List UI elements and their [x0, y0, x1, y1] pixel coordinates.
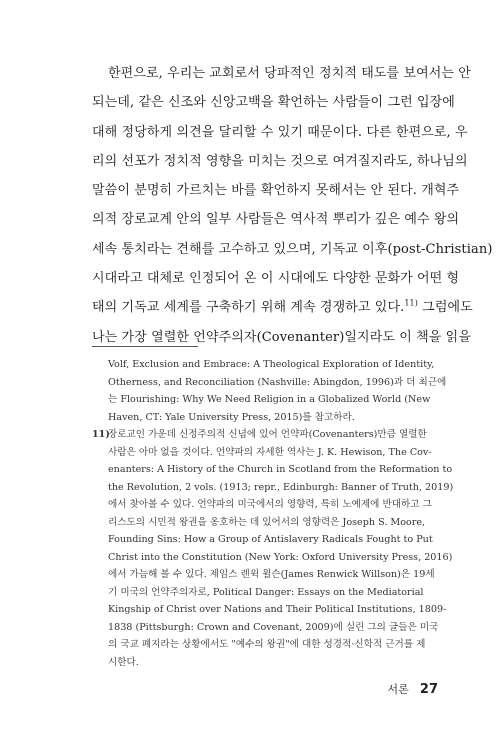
- body-line: 되는데, 같은 신조와 신앙고백을 확언하는 사람들이 그런 입장에: [92, 95, 455, 111]
- footnote-line: 에서 찾아볼 수 있다. 언약파의 미국에서의 영향력, 특히 노예제에 반대하고 그: [108, 499, 432, 510]
- body-line-text: 태의 기독교 세계를 구축하기 위해 계속 경쟁하고 있다.: [92, 300, 405, 316]
- section-label: 서론: [387, 683, 409, 696]
- footnote-line: 리스도의 시민적 왕권을 옹호하는 데 있어서의 영향력은 Joseph S. Moore,: [108, 516, 426, 528]
- footnote-ref-11[interactable]: 11): [404, 299, 418, 309]
- body-line: 의적 장로교계 안의 일부 사람들은 역사적 뿌리가 깊은 예수 왕의: [92, 212, 460, 228]
- footnote-10-continued: [92, 356, 447, 426]
- footnote-text: 장로교인 가운데 신정주의적 신념에 있어 언약파(Covenanters)만큼 열렬한: [108, 429, 427, 440]
- body-line-with-footnote: [92, 293, 473, 322]
- footnote-line: Otherness, and Reconciliation (Nashville: Abingdon, 1996)과 더 최근에: [108, 376, 447, 388]
- footnote-line: 는 Flourishing: Why We Need Religion in a Globalized World (New: [108, 394, 431, 405]
- footnote-line: Haven, CT: Yale University Press, 2015)를 참고하라.: [108, 411, 355, 423]
- footnote-line: Kingship of Christ over Nations and Their Political Institutions, 1809-: [108, 604, 447, 615]
- page-footer: [388, 678, 438, 697]
- footnote-line: 1838 (Pittsburgh: Crown and Covenant, 2009)에 실린 그의 글들은 미국: [108, 621, 439, 633]
- footnote-line: Christ into the Constitution (New York: Oxford University Press, 2016): [108, 551, 453, 563]
- footnote-line: Founding Sins: How a Group of Antislavery Radicals Fought to Put: [108, 534, 433, 545]
- page-number: 27: [419, 682, 438, 697]
- body-line: 대해 정당하게 의견을 달리할 수 있기 때문이다. 다른 한편으로, 우: [92, 124, 468, 140]
- footnote-line: the Revolution, 2 vols. (1913; repr., Edinburgh: Banner of Truth, 2019): [108, 481, 454, 493]
- body-line: 세속 통치라는 견해를 고수하고 있으며, 기독교 이후(post-Christian): [92, 241, 493, 257]
- footnote-separator: [92, 346, 198, 347]
- footnote-line: 시한다.: [108, 656, 139, 668]
- main-paragraph: [92, 59, 493, 352]
- footnote-11: [92, 426, 454, 671]
- body-line: 말씀이 분명히 가르치는 바를 확언하지 못해서는 안 된다. 개혁주: [92, 183, 460, 199]
- footnotes: [92, 356, 454, 671]
- footnote-line: 의 국교 폐지라는 상황에서도 "예수의 왕권"에 대한 성경적·신학적 근거를 제: [108, 639, 426, 650]
- footnote-line: enanters: A History of the Church in Scotland from the Reformation to: [108, 464, 453, 475]
- footnote-line: [92, 426, 442, 444]
- body-line-tail: 그럼에도: [417, 300, 473, 316]
- footnote-line: Volf, Exclusion and Embrace: A Theological Exploration of Identity,: [108, 359, 435, 370]
- footnote-line: 사람은 아마 없을 것이다. 언약파의 자세한 역사는 J. K. Hewison, The Cov-: [108, 446, 432, 458]
- body-line: 시대라고 대체로 인정되어 온 이 시대에도 다양한 문화가 어떤 형: [92, 271, 460, 287]
- body-line: 리의 선포가 정치적 영향을 미치는 것으로 여겨질지라도, 하나님의: [92, 153, 468, 169]
- body-line: 한편으로, 우리는 교회로서 당파적인 정치적 태도를 보여서는 안: [108, 66, 471, 81]
- footnote-line: 에서 가늠해 볼 수 있다. 제임스 렌윅 윌슨(James Renwick Willson)은 19세: [108, 569, 435, 580]
- body-line: 나는 가장 열렬한 언약주의자(Covenanter)일지라도 이 책을 읽을: [92, 329, 471, 345]
- footnote-line: 기 미국의 언약주의자로, Political Danger: Essays on the Mediatorial: [108, 586, 424, 598]
- footnote-number: 11): [92, 429, 110, 440]
